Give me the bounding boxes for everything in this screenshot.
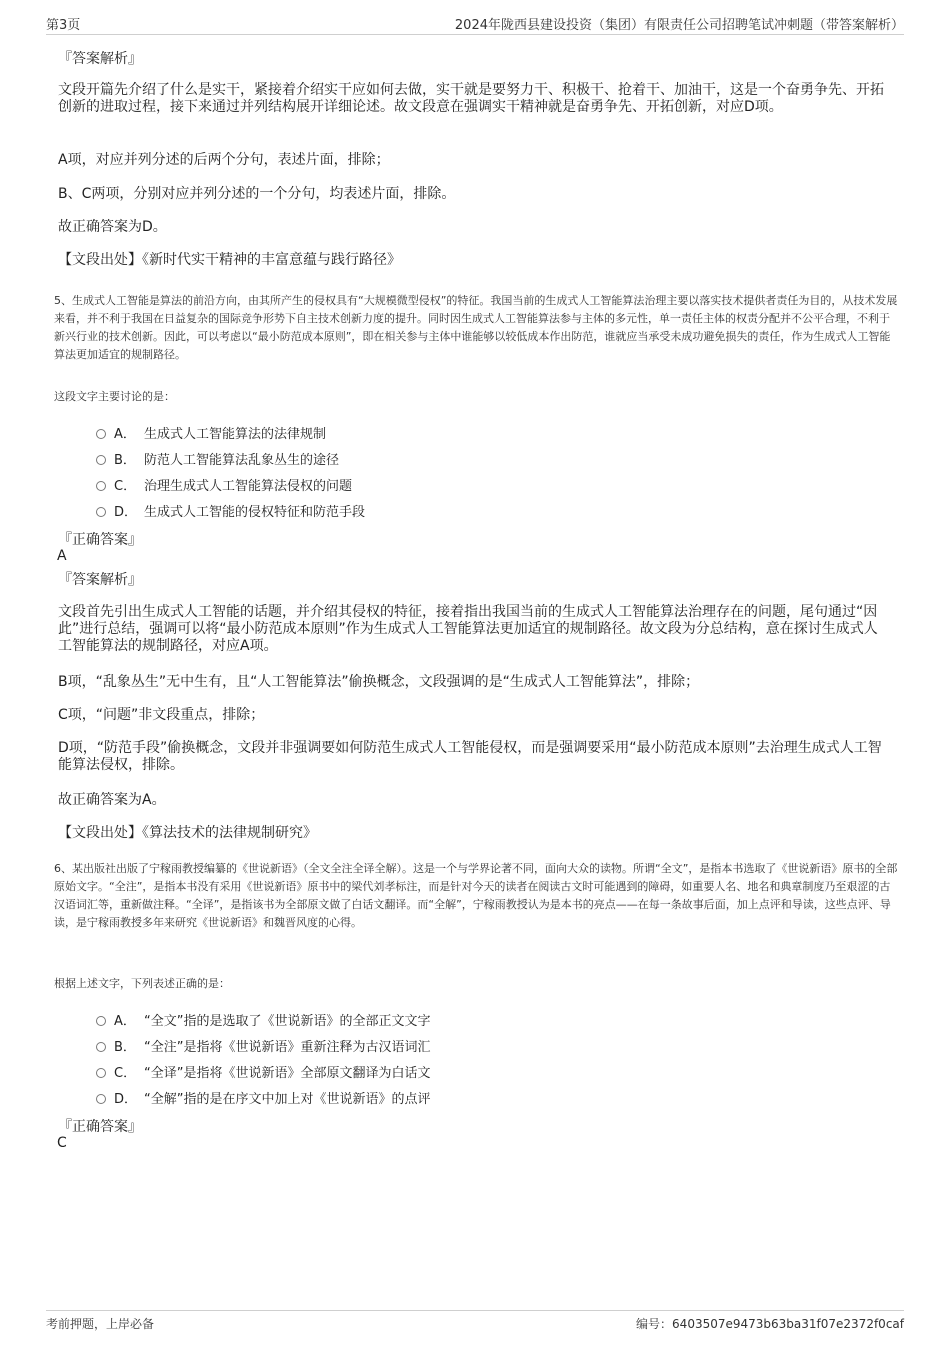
option-text: “全注”是指将《世说新语》重新注释为古汉语词汇 xyxy=(144,1040,431,1055)
option-letter: C． xyxy=(114,479,137,494)
option-letter: D． xyxy=(114,505,138,520)
option-letter: D． xyxy=(114,1092,138,1107)
source-note: 【文段出处】《新时代实干精神的丰富意蕴与践行路径》 xyxy=(58,252,401,268)
analysis-paragraph: 故正确答案为D。 xyxy=(58,219,167,235)
document-code: 编号：6403507e9473b63ba31f07e2372f0caf xyxy=(636,1317,904,1331)
footer-slogan: 考前押题，上岸必备 xyxy=(46,1317,155,1331)
question-5-option-d[interactable] xyxy=(96,501,365,519)
source-note: 【文段出处】《算法技术的法律规制研究》 xyxy=(58,825,317,841)
question-5-option-b[interactable] xyxy=(96,449,339,467)
radio-icon[interactable] xyxy=(96,1042,106,1052)
analysis-title: 『答案解析』 xyxy=(58,572,142,588)
option-text: “全译”是指将《世说新语》全部原文翻译为白话文 xyxy=(144,1066,431,1081)
question-5-prompt: 这段文字主要讨论的是： xyxy=(54,390,175,403)
option-letter: B． xyxy=(114,453,136,468)
correct-answer-value: A xyxy=(57,548,67,564)
radio-icon[interactable] xyxy=(96,1094,106,1104)
analysis-paragraph: B项，“乱象丛生”无中生有，且“人工智能算法”偷换概念，文段强调的是“生成式人工智能算法”，排除； xyxy=(58,674,700,690)
page-number: 第3页 xyxy=(46,18,81,33)
option-text: 生成式人工智能算法的法律规制 xyxy=(144,427,327,442)
radio-icon[interactable] xyxy=(96,429,106,439)
option-text: 生成式人工智能的侵权特征和防范手段 xyxy=(144,505,366,520)
option-text: 治理生成式人工智能算法侵权的问题 xyxy=(144,479,353,494)
option-text: “全解”指的是在序文中加上对《世说新语》的点评 xyxy=(144,1092,431,1107)
option-letter: A． xyxy=(114,1014,136,1029)
analysis-paragraph: 文段开篇先介绍了什么是实干，紧接着介绍实干应如何去做，实干就是要努力干、积极干、抢着干、加油干，这是一个奋勇争先、开拓创新的进取过程，接下来通过并列结构展开详细论述。故文段意在强调实干精神就是奋勇争先、开拓创新，对应D项。 xyxy=(58,82,884,115)
analysis-paragraph: A项，对应并列分述的后两个分句，表述片面，排除； xyxy=(58,152,390,168)
analysis-paragraph: B、C两项，分别对应并列分述的一个分句，均表述片面，排除。 xyxy=(58,186,456,202)
option-letter: C． xyxy=(114,1066,137,1081)
document-title: 2024年陇西县建设投资（集团）有限责任公司招聘笔试冲刺题（带答案解析） xyxy=(454,18,904,33)
question-6-option-b[interactable] xyxy=(96,1036,430,1054)
radio-icon[interactable] xyxy=(96,455,106,465)
question-6-option-a[interactable] xyxy=(96,1010,430,1028)
question-6-option-c[interactable] xyxy=(96,1062,430,1080)
page-footer xyxy=(46,1310,904,1331)
question-6-text: 6、某出版社出版了宁稼雨教授编纂的《世说新语》（全文全注全译全解）。这是一个与学界论著不同，面向大众的读物。所谓“全文”，是指本书选取了《世说新语》原书的全部原始文字。“全注”，是指本书没有采用《世说新语》原书中的梁代刘孝标注，而是针对今天的读者在阅读古文时可能遇到的障碍，如重要人名、地名和典章制度乃至艰涩的古汉语词汇等，重新做注释。“全译”，是指该书为全部原文做了白话文翻译。而“全解”，宁稼雨教授认为是本书的亮点——在每一条故事后面，加上点评和导读，这些点评、导读，是宁稼雨教授多年来研究《世说新语》和魏晋风度的心得。 xyxy=(54,862,898,929)
radio-icon[interactable] xyxy=(96,481,106,491)
page-header xyxy=(46,14,904,35)
question-6-prompt: 根据上述文字，下列表述正确的是： xyxy=(54,977,230,990)
analysis-paragraph: C项，“问题”非文段重点，排除； xyxy=(58,707,265,723)
question-6-option-d[interactable] xyxy=(96,1088,430,1106)
correct-answer-title: 『正确答案』 xyxy=(58,1119,142,1135)
analysis-paragraph: 文段首先引出生成式人工智能的话题，并介绍其侵权的特征，接着指出我国当前的生成式人工智能算法治理存在的问题，尾句通过“因此”进行总结，强调可以将“最小防范成本原则”作为生成式人工智能算法更加适宜的规制路径。故文段为分总结构，意在探讨生成式人工智能算法的规制路径，对应A项。 xyxy=(58,604,878,654)
radio-icon[interactable] xyxy=(96,507,106,517)
radio-icon[interactable] xyxy=(96,1068,106,1078)
correct-answer-value: C xyxy=(57,1135,67,1151)
correct-answer-title: 『正确答案』 xyxy=(58,532,142,548)
analysis-paragraph: D项，“防范手段”偷换概念，文段并非强调要如何防范生成式人工智能侵权，而是强调要采用“最小防范成本原则”去治理生成式人工智能算法侵权，排除。 xyxy=(58,740,882,773)
radio-icon[interactable] xyxy=(96,1016,106,1026)
option-letter: A． xyxy=(114,427,136,442)
question-5-text: 5、生成式人工智能是算法的前沿方向，由其所产生的侵权具有“大规模微型侵权”的特征。我国当前的生成式人工智能算法治理主要以落实技术提供者责任为目的，从技术发展来看，并不利于我国在日益复杂的国际竞争形势下自主技术创新力度的提升。同时因生成式人工智能算法参与主体的多元性，单一责任主体的权责分配并不公平合理，不利于新兴行业的技术创新。因此，可以考虑以“最小防范成本原则”，即在相关参与主体中谁能够以较低成本作出防范，谁就应当承受未成功避免损失的责任，作为生成式人工智能算法更加适宜的规制路径。 xyxy=(54,294,898,361)
question-5-option-c[interactable] xyxy=(96,475,352,493)
question-5-option-a[interactable] xyxy=(96,423,326,441)
option-text: “全文”指的是选取了《世说新语》的全部正文文字 xyxy=(144,1014,431,1029)
analysis-title: 『答案解析』 xyxy=(58,51,142,67)
option-text: 防范人工智能算法乱象丛生的途径 xyxy=(144,453,340,468)
analysis-paragraph: 故正确答案为A。 xyxy=(58,792,166,808)
option-letter: B． xyxy=(114,1040,136,1055)
